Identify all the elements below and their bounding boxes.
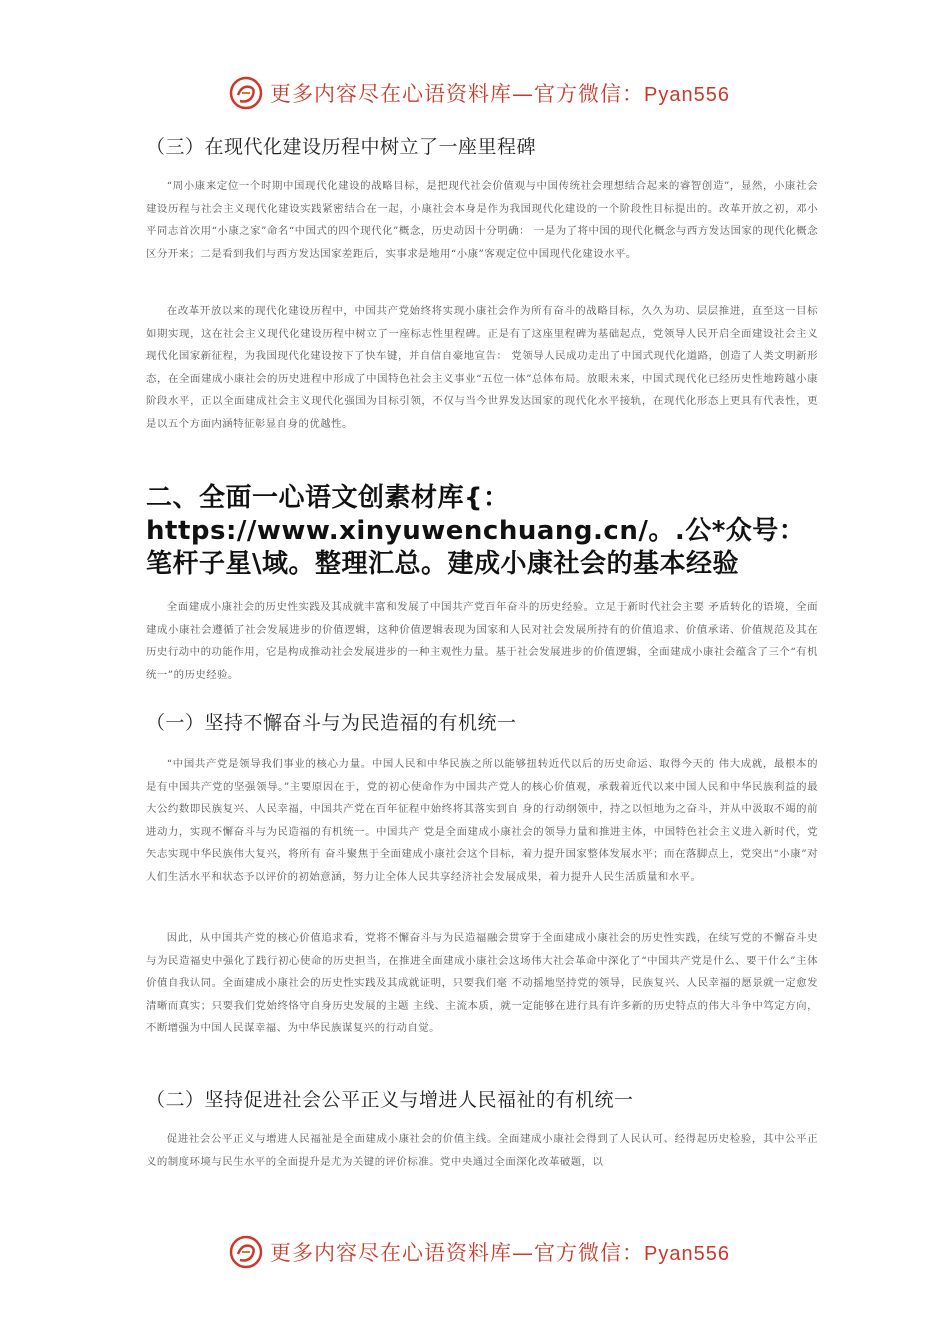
section-heading: （一）坚持不懈奋斗与为民造福的有机统一	[146, 712, 517, 734]
footer-watermark	[228, 1232, 748, 1272]
section-heading: （二）坚持促进社会公平正义与增进人民福祉的有机统一	[146, 1089, 634, 1111]
logo-icon	[228, 1234, 264, 1270]
watermark-text: 更多内容尽在心语资料库—官方微信：Pyan556	[270, 82, 730, 106]
paragraph: “周小康来定位一个时期中国现代化建设的战略目标，是把现代社会价值观与中国传统社会理想结合起来的睿智创造”，显然，小康社会建设历程与社会主义现代化建设实践紧密结合在一起，小康社会本身是作为我国现代化建设的一个阶段性目标提出的。改革开放之初，邓小平同志首次用“小康之家”命名“中国式的四个现代化”概念，历史动因十分明确： 一是为了将中国的现代化概念与西方发达国家的现代化概念区分开来；二是看到我们与西方发达国家差距后，实事求是地用“小康”客观定位中国现代化建设水平。	[146, 180, 818, 260]
paragraph: “中国共产党是领导我们事业的核心力量。中国人民和中华民族之所以能够扭转近代以后的历史命运、取得今天的 伟大成就，最根本的是有中国共产党的坚强领导。”主要原因在于，党的初心使命作为中国共产党人的核心价值观，承载着近代以来中国人民和中华民族利益的最大公约数即民族复兴、人民幸福，中国共产党在百年征程中始终将其落实到自 身的行动纲领中，持之以恒地为之奋斗，并从中汲取不竭的前进动力，实现不懈奋斗与为民造福的有机统一。中国共产 党是全面建成小康社会的领导力量和推进主体，中国特色社会主义进入新时代，党矢志实现中华民族伟大复兴，将所有 奋斗聚焦于全面建成小康社会这个目标，着力提升国家整体发展水平；而在落脚点上，党突出“小康”对人们生活水平和状态予以评价的初始意涵，努力让全体人民共享经济社会发展成果，着力提升人民生活质量和水平。	[146, 758, 818, 883]
paragraph: 促进社会公平正义与增进人民福祉是全面建成小康社会的价值主线。全面建成小康社会得到了人民认可、经得起历史检验，其中公平正义的制度环境与民生水平的全面提升是尤为关键的评价标准。党中央通过全面深化改革破题，以	[146, 1133, 818, 1168]
chapter-heading: 二、全面一心语文创素材库{：https://www.xinyuwenchuang.cn/。.公*众号：笔杆子星\域。整理汇总。建成小康社会的基本经验	[146, 483, 806, 579]
paragraph: 因此，从中国共产党的核心价值追求看，党将不懈奋斗与为民造福融会贯穿于全面建成小康社会的历史性实践，在续写党的不懈奋斗史与为民造福史中强化了践行初心使命的历史担当，在推进全面建成小康社会这场伟大社会革命中深化了“中国共产党是什么、要干什么”主体价值自我认同。全面建成小康社会的历史性实践及其成就证明，只要我们毫 不动摇地坚持党的领导，民族复兴、人民幸福的愿景就一定愈发清晰而真实；只要我们党始终恪守自身历史发展的主题 主线、主流本质，就一定能够在进行具有许多新的历史特点的伟大斗争中笃定方向，不断增强为中国人民谋幸福、为中华民族谋复兴的行动自觉。	[146, 932, 818, 1035]
header-watermark	[228, 73, 748, 113]
section-heading: （三）在现代化建设历程中树立了一座里程碑	[146, 136, 537, 158]
watermark-text: 更多内容尽在心语资料库—官方微信：Pyan556	[270, 1241, 730, 1265]
paragraph: 全面建成小康社会的历史性实践及其成就丰富和发展了中国共产党百年奋斗的历史经验。立足于新时代社会主要 矛盾转化的语境，全面建成小康社会遵循了社会发展进步的价值逻辑，这种价值逻辑表现为国家和人民对社会发展所持有的价值追求、价值承诺、价值规范及其在历史行动中的功能作用，它是构成推动社会发展进步的一种主观性力量。基于社会发展进步的价值逻辑，全面建成小康社会蕴含了三个“有机统一”的历史经验。	[146, 601, 818, 681]
logo-icon	[228, 75, 264, 111]
paragraph: 在改革开放以来的现代化建设历程中，中国共产党始终将实现小康社会作为所有奋斗的战略目标，久久为功、层层推进，直至这一目标如期实现，这在社会主义现代化建设历程中树立了一座标志性里程碑。正是有了这座里程碑为基础起点，党领导人民开启全面建设社会主义现代化国家新征程，为我国现代化建设按下了快车键，并自信自豪地宣告： 党领导人民成功走出了中国式现代化道路，创造了人类文明新形态，在全面建成小康社会的历史进程中形成了中国特色社会主义事业“五位一体”总体布局。放眼未来，中国式现代化已经历史性地跨越小康阶段水平，正以全面建成社会主义现代化强国为目标引领，不仅与当今世界发达国家的现代化水平接轨，在现代化形态上更具有代表性，更是以五个方面内涵特征彰显自身的优越性。	[146, 305, 818, 430]
